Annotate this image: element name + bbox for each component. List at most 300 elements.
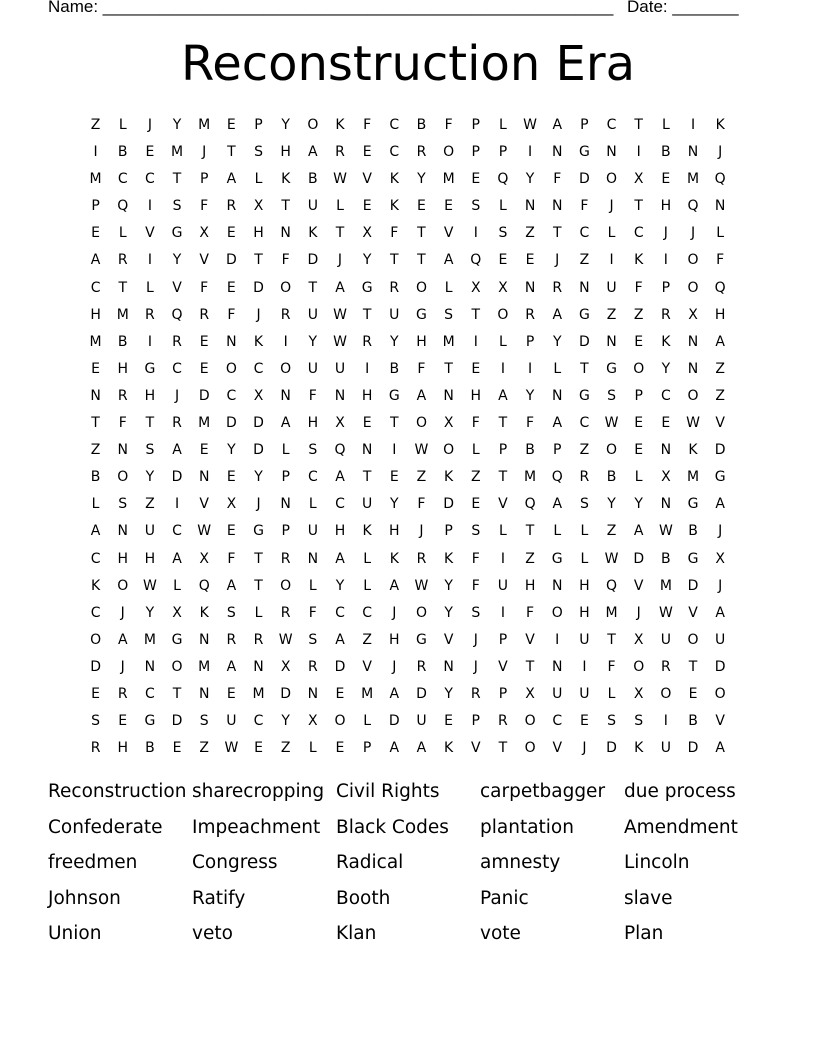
grid-letter[interactable]: F xyxy=(471,577,480,594)
grid-letter[interactable]: E xyxy=(226,523,236,540)
grid-letter[interactable]: L xyxy=(308,577,317,594)
grid-letter[interactable]: L xyxy=(173,577,181,594)
grid-letter[interactable]: J xyxy=(555,252,560,269)
grid-letter[interactable]: W xyxy=(523,117,537,133)
grid-letter[interactable]: R xyxy=(525,306,535,323)
grid-letter[interactable]: V xyxy=(199,252,209,269)
grid-letter[interactable]: N xyxy=(524,198,536,215)
grid-letter[interactable]: V xyxy=(443,631,454,648)
grid-letter[interactable]: K xyxy=(634,740,644,757)
grid-letter[interactable]: U xyxy=(606,279,617,296)
grid-letter[interactable]: B xyxy=(688,523,698,540)
grid-letter[interactable]: T xyxy=(634,198,643,215)
grid-letter[interactable]: G xyxy=(551,550,563,567)
grid-letter[interactable]: P xyxy=(498,685,508,702)
grid-letter[interactable]: B xyxy=(90,469,101,486)
grid-letter[interactable]: Y xyxy=(254,469,263,486)
grid-letter[interactable]: Z xyxy=(715,387,725,404)
grid-letter[interactable]: E xyxy=(661,415,671,432)
grid-letter[interactable]: S xyxy=(308,631,318,648)
grid-letter[interactable]: N xyxy=(307,550,319,567)
grid-letter[interactable]: A xyxy=(335,279,345,296)
grid-letter[interactable]: T xyxy=(335,225,345,242)
grid-letter[interactable]: E xyxy=(471,360,481,377)
grid-letter[interactable]: D xyxy=(714,442,726,459)
grid-letter[interactable]: C xyxy=(253,360,264,377)
grid-letter[interactable]: C xyxy=(90,604,101,621)
grid-letter[interactable]: S xyxy=(634,713,644,730)
grid-letter[interactable]: P xyxy=(498,144,508,161)
grid-letter[interactable]: R xyxy=(416,144,427,161)
grid-letter[interactable]: I xyxy=(555,631,560,648)
grid-letter[interactable]: R xyxy=(470,685,481,702)
grid-letter[interactable]: E xyxy=(362,415,372,432)
grid-letter[interactable]: K xyxy=(199,604,209,621)
grid-letter[interactable]: O xyxy=(714,685,726,702)
grid-letter[interactable]: P xyxy=(580,117,589,133)
grid-letter[interactable]: T xyxy=(498,415,508,432)
grid-letter[interactable]: J xyxy=(609,198,614,215)
grid-letter[interactable]: O xyxy=(415,415,427,432)
grid-letter[interactable]: Y xyxy=(281,117,290,133)
grid-letter[interactable]: P xyxy=(634,387,643,404)
grid-letter[interactable]: M xyxy=(686,171,700,188)
grid-letter[interactable]: P xyxy=(254,117,263,133)
grid-letter[interactable]: S xyxy=(199,713,209,730)
grid-letter[interactable]: W xyxy=(333,306,347,323)
grid-letter[interactable]: H xyxy=(117,360,128,377)
grid-letter[interactable]: E xyxy=(634,415,644,432)
grid-letter[interactable]: D xyxy=(171,469,183,486)
grid-letter[interactable]: P xyxy=(471,144,480,161)
grid-letter[interactable]: X xyxy=(226,496,237,513)
grid-letter[interactable]: D xyxy=(253,279,264,296)
grid-letter[interactable]: R xyxy=(145,306,155,323)
grid-letter[interactable]: Q xyxy=(497,171,509,188)
grid-letter[interactable]: F xyxy=(417,496,426,513)
grid-letter[interactable]: P xyxy=(199,171,209,188)
grid-letter[interactable]: A xyxy=(172,550,182,567)
grid-letter[interactable]: R xyxy=(117,252,128,269)
grid-letter[interactable]: H xyxy=(389,631,400,648)
grid-letter[interactable]: V xyxy=(498,496,508,513)
grid-letter[interactable]: Y xyxy=(390,496,399,513)
grid-letter[interactable]: U xyxy=(362,496,373,513)
grid-letter[interactable]: Z xyxy=(715,360,725,377)
grid-letter[interactable]: Y xyxy=(281,713,290,730)
grid-letter[interactable]: M xyxy=(198,117,211,133)
grid-letter[interactable]: O xyxy=(633,658,645,675)
grid-letter[interactable]: A xyxy=(552,117,563,133)
grid-letter[interactable]: F xyxy=(227,306,236,323)
grid-letter[interactable]: L xyxy=(308,740,317,757)
grid-letter[interactable]: Z xyxy=(145,496,155,513)
grid-letter[interactable]: O xyxy=(497,306,509,323)
grid-letter[interactable]: G xyxy=(416,631,427,648)
grid-letter[interactable]: D xyxy=(633,550,645,567)
grid-letter[interactable]: T xyxy=(498,740,508,757)
grid-letter[interactable]: P xyxy=(525,333,535,350)
grid-letter[interactable]: Z xyxy=(280,740,291,757)
grid-letter[interactable]: M xyxy=(442,333,455,350)
grid-letter[interactable]: J xyxy=(392,604,397,621)
grid-letter[interactable]: W xyxy=(197,523,212,540)
grid-letter[interactable]: E xyxy=(226,279,236,296)
grid-letter[interactable]: G xyxy=(714,469,726,486)
grid-letter[interactable]: L xyxy=(336,198,344,215)
grid-letter[interactable]: W xyxy=(686,415,700,432)
grid-letter[interactable]: E xyxy=(661,171,671,188)
grid-letter[interactable]: E xyxy=(118,713,128,730)
grid-letter[interactable]: E xyxy=(579,713,589,730)
grid-letter[interactable]: X xyxy=(362,225,372,242)
grid-letter[interactable]: O xyxy=(524,713,536,730)
grid-letter[interactable]: K xyxy=(444,469,454,486)
grid-letter[interactable]: H xyxy=(117,740,128,757)
grid-letter[interactable]: E xyxy=(145,144,155,161)
grid-letter[interactable]: H xyxy=(579,604,590,621)
grid-letter[interactable]: O xyxy=(117,469,129,486)
grid-letter[interactable]: V xyxy=(172,279,182,296)
grid-letter[interactable]: I xyxy=(636,144,641,161)
grid-letter[interactable]: R xyxy=(579,469,590,486)
grid-letter[interactable]: N xyxy=(280,387,291,404)
grid-letter[interactable]: T xyxy=(254,252,263,269)
grid-letter[interactable]: Z xyxy=(90,442,101,459)
grid-letter[interactable]: A xyxy=(552,306,563,323)
grid-letter[interactable]: Q xyxy=(551,469,563,486)
grid-letter[interactable]: B xyxy=(661,144,671,161)
grid-letter[interactable]: I xyxy=(500,360,505,377)
grid-letter[interactable]: K xyxy=(362,523,372,540)
grid-letter[interactable]: T xyxy=(552,225,562,242)
grid-letter[interactable]: D xyxy=(714,658,726,675)
grid-letter[interactable]: D xyxy=(687,740,699,757)
grid-letter[interactable]: N xyxy=(687,360,699,377)
grid-letter[interactable]: N xyxy=(198,685,210,702)
grid-letter[interactable]: R xyxy=(172,415,182,432)
grid-letter[interactable]: E xyxy=(199,360,209,377)
grid-letter[interactable]: N xyxy=(687,333,699,350)
grid-letter[interactable]: L xyxy=(254,171,263,188)
grid-letter[interactable]: J xyxy=(392,658,397,675)
grid-letter[interactable]: N xyxy=(334,387,346,404)
grid-letter[interactable]: A xyxy=(226,171,237,188)
grid-letter[interactable]: Z xyxy=(579,252,590,269)
grid-letter[interactable]: K xyxy=(634,252,644,269)
grid-letter[interactable]: K xyxy=(308,225,318,242)
grid-letter[interactable]: J xyxy=(582,740,587,757)
grid-letter[interactable]: E xyxy=(254,740,263,757)
grid-letter[interactable]: T xyxy=(417,225,426,242)
grid-letter[interactable]: A xyxy=(389,685,400,702)
grid-letter[interactable]: F xyxy=(281,252,290,269)
grid-letter[interactable]: V xyxy=(525,631,535,648)
grid-letter[interactable]: U xyxy=(307,306,318,323)
grid-letter[interactable]: E xyxy=(226,469,236,486)
grid-letter[interactable]: H xyxy=(389,523,400,540)
grid-letter[interactable]: L xyxy=(254,604,263,621)
grid-letter[interactable]: Z xyxy=(90,117,101,133)
grid-letter[interactable]: Y xyxy=(444,604,453,621)
grid-letter[interactable]: W xyxy=(414,577,429,594)
grid-letter[interactable]: T xyxy=(172,171,182,188)
grid-letter[interactable]: T xyxy=(254,550,263,567)
grid-letter[interactable]: H xyxy=(117,550,128,567)
grid-letter[interactable]: Z xyxy=(606,523,617,540)
grid-letter[interactable]: S xyxy=(607,387,616,404)
grid-letter[interactable]: E xyxy=(199,442,209,459)
grid-letter[interactable]: Z xyxy=(416,469,427,486)
grid-letter[interactable]: D xyxy=(443,496,454,513)
grid-letter[interactable]: L xyxy=(661,117,670,133)
grid-letter[interactable]: D xyxy=(606,740,617,757)
grid-letter[interactable]: G xyxy=(578,306,590,323)
grid-letter[interactable]: N xyxy=(361,442,373,459)
grid-letter[interactable]: S xyxy=(607,713,616,730)
grid-letter[interactable]: O xyxy=(687,252,699,269)
grid-letter[interactable]: H xyxy=(144,387,156,404)
grid-letter[interactable]: N xyxy=(660,442,672,459)
grid-letter[interactable]: F xyxy=(363,117,372,133)
grid-letter[interactable]: R xyxy=(552,279,563,296)
grid-letter[interactable]: X xyxy=(308,713,318,730)
grid-letter[interactable]: M xyxy=(524,469,537,486)
grid-letter[interactable]: Z xyxy=(525,225,535,242)
grid-letter[interactable]: N xyxy=(551,658,563,675)
grid-letter[interactable]: L xyxy=(499,117,507,133)
grid-letter[interactable]: A xyxy=(308,144,318,161)
grid-letter[interactable]: K xyxy=(389,550,399,567)
grid-letter[interactable]: E xyxy=(389,469,399,486)
grid-letter[interactable]: A xyxy=(416,387,427,404)
grid-letter[interactable]: F xyxy=(200,279,209,296)
grid-letter[interactable]: B xyxy=(308,171,318,188)
grid-letter[interactable]: J xyxy=(120,604,125,621)
grid-letter[interactable]: P xyxy=(362,740,372,757)
grid-letter[interactable]: A xyxy=(335,550,345,567)
grid-letter[interactable]: P xyxy=(471,117,480,133)
grid-letter[interactable]: K xyxy=(389,171,399,188)
grid-letter[interactable]: A xyxy=(416,740,427,757)
grid-letter[interactable]: Y xyxy=(308,333,318,350)
grid-letter[interactable]: J xyxy=(636,604,641,621)
grid-letter[interactable]: X xyxy=(498,279,508,296)
grid-letter[interactable]: G xyxy=(388,387,400,404)
grid-letter[interactable]: R xyxy=(280,550,291,567)
grid-letter[interactable]: X xyxy=(715,550,725,567)
grid-letter[interactable]: O xyxy=(633,360,645,377)
grid-letter[interactable]: J xyxy=(256,306,261,323)
grid-letter[interactable]: O xyxy=(443,144,455,161)
grid-letter[interactable]: T xyxy=(308,279,318,296)
grid-letter[interactable]: A xyxy=(335,469,345,486)
grid-letter[interactable]: Q xyxy=(171,306,183,323)
grid-letter[interactable]: V xyxy=(715,415,725,432)
grid-letter[interactable]: T xyxy=(688,658,698,675)
grid-letter[interactable]: P xyxy=(444,523,453,540)
grid-letter[interactable]: Y xyxy=(145,604,155,621)
grid-letter[interactable]: S xyxy=(254,144,263,161)
grid-letter[interactable]: F xyxy=(526,604,535,621)
grid-letter[interactable]: U xyxy=(144,523,156,540)
grid-letter[interactable]: A xyxy=(498,387,508,404)
grid-letter[interactable]: H xyxy=(361,387,373,404)
grid-letter[interactable]: X xyxy=(253,387,264,404)
grid-letter[interactable]: O xyxy=(524,740,536,757)
grid-letter[interactable]: Y xyxy=(525,387,535,404)
grid-letter[interactable]: D xyxy=(171,713,183,730)
grid-letter[interactable]: F xyxy=(716,252,725,269)
grid-letter[interactable]: X xyxy=(172,604,182,621)
grid-letter[interactable]: Q xyxy=(198,577,210,594)
grid-letter[interactable]: F xyxy=(227,550,236,567)
grid-letter[interactable]: I xyxy=(392,442,397,459)
grid-letter[interactable]: E xyxy=(91,685,100,702)
grid-letter[interactable]: S xyxy=(226,604,236,621)
grid-letter[interactable]: R xyxy=(307,658,318,675)
grid-letter[interactable]: N xyxy=(90,387,101,404)
grid-letter[interactable]: V xyxy=(633,577,644,594)
grid-letter[interactable]: R xyxy=(498,713,508,730)
grid-letter[interactable]: U xyxy=(389,306,400,323)
grid-letter[interactable]: Y xyxy=(661,360,671,377)
grid-letter[interactable]: G xyxy=(687,550,699,567)
grid-letter[interactable]: H xyxy=(144,550,156,567)
grid-letter[interactable]: K xyxy=(444,550,454,567)
grid-letter[interactable]: J xyxy=(718,144,723,161)
grid-letter[interactable]: C xyxy=(172,360,182,377)
grid-letter[interactable]: O xyxy=(280,360,292,377)
grid-letter[interactable]: I xyxy=(147,252,152,269)
grid-letter[interactable]: X xyxy=(335,415,345,432)
grid-letter[interactable]: T xyxy=(145,415,155,432)
grid-letter[interactable]: N xyxy=(443,387,454,404)
grid-letter[interactable]: G xyxy=(361,279,373,296)
grid-letter[interactable]: H xyxy=(90,306,101,323)
grid-letter[interactable]: T xyxy=(525,523,535,540)
grid-letter[interactable]: F xyxy=(417,360,426,377)
grid-letter[interactable]: A xyxy=(715,604,725,621)
grid-letter[interactable]: U xyxy=(579,631,590,648)
grid-letter[interactable]: L xyxy=(363,550,372,567)
grid-letter[interactable]: Y xyxy=(172,252,182,269)
grid-letter[interactable]: B xyxy=(145,740,155,757)
grid-letter[interactable]: T xyxy=(172,685,182,702)
grid-letter[interactable]: E xyxy=(634,333,644,350)
grid-letter[interactable]: U xyxy=(307,360,318,377)
grid-letter[interactable]: E xyxy=(362,144,372,161)
grid-letter[interactable]: C xyxy=(145,171,155,188)
grid-letter[interactable]: W xyxy=(658,604,673,621)
grid-letter[interactable]: Y xyxy=(444,685,453,702)
grid-letter[interactable]: A xyxy=(335,631,345,648)
grid-letter[interactable]: Q xyxy=(117,198,129,215)
grid-letter[interactable]: A xyxy=(280,415,291,432)
grid-letter[interactable]: W xyxy=(604,550,619,567)
grid-letter[interactable]: V xyxy=(443,225,454,242)
grid-letter[interactable]: Z xyxy=(470,469,481,486)
grid-letter[interactable]: D xyxy=(253,442,264,459)
grid-letter[interactable]: L xyxy=(553,360,562,377)
grid-letter[interactable]: G xyxy=(171,631,183,648)
grid-letter[interactable]: I xyxy=(663,252,668,269)
grid-letter[interactable]: N xyxy=(198,631,210,648)
grid-letter[interactable]: X xyxy=(199,550,209,567)
grid-letter[interactable]: A xyxy=(172,442,182,459)
grid-letter[interactable]: T xyxy=(607,631,616,648)
grid-letter[interactable]: I xyxy=(147,198,152,215)
grid-letter[interactable]: R xyxy=(362,333,372,350)
grid-letter[interactable]: N xyxy=(226,333,237,350)
grid-letter[interactable]: M xyxy=(143,631,156,648)
grid-letter[interactable]: R xyxy=(199,306,210,323)
grid-letter[interactable]: P xyxy=(498,631,508,648)
grid-letter[interactable]: X xyxy=(661,469,671,486)
grid-letter[interactable]: L xyxy=(118,225,127,242)
grid-letter[interactable]: Z xyxy=(606,306,617,323)
grid-letter[interactable]: T xyxy=(281,198,290,215)
grid-letter[interactable]: W xyxy=(604,415,619,432)
grid-letter[interactable]: L xyxy=(363,577,372,594)
grid-letter[interactable]: Y xyxy=(362,252,372,269)
grid-letter[interactable]: Z xyxy=(525,550,535,567)
grid-letter[interactable]: H xyxy=(660,198,672,215)
grid-letter[interactable]: T xyxy=(118,279,128,296)
grid-letter[interactable]: M xyxy=(171,144,184,161)
grid-letter[interactable]: F xyxy=(471,550,480,567)
grid-letter[interactable]: S xyxy=(498,225,508,242)
grid-letter[interactable]: P xyxy=(498,442,508,459)
grid-letter[interactable]: B xyxy=(117,144,128,161)
grid-letter[interactable]: E xyxy=(444,198,454,215)
grid-letter[interactable]: K xyxy=(661,333,671,350)
grid-letter[interactable]: R xyxy=(416,550,427,567)
grid-letter[interactable]: X xyxy=(280,658,291,675)
grid-letter[interactable]: T xyxy=(634,117,643,133)
grid-letter[interactable]: T xyxy=(254,577,263,594)
grid-letter[interactable]: N xyxy=(198,469,210,486)
grid-letter[interactable]: E xyxy=(226,117,236,133)
grid-letter[interactable]: F xyxy=(607,658,616,675)
grid-letter[interactable]: D xyxy=(307,252,319,269)
grid-letter[interactable]: R xyxy=(226,631,237,648)
grid-letter[interactable]: A xyxy=(226,658,237,675)
grid-letter[interactable]: F xyxy=(471,415,480,432)
grid-letter[interactable]: U xyxy=(660,631,671,648)
grid-letter[interactable]: X xyxy=(253,198,264,215)
grid-letter[interactable]: S xyxy=(172,198,182,215)
grid-letter[interactable]: N xyxy=(280,496,291,513)
grid-letter[interactable]: U xyxy=(307,523,318,540)
grid-letter[interactable]: G xyxy=(578,144,590,161)
grid-letter[interactable]: E xyxy=(335,685,345,702)
grid-letter[interactable]: X xyxy=(633,631,644,648)
grid-letter[interactable]: E xyxy=(525,252,535,269)
grid-letter[interactable]: N xyxy=(606,144,617,161)
grid-letter[interactable]: T xyxy=(498,469,508,486)
grid-letter[interactable]: Y xyxy=(335,577,345,594)
grid-letter[interactable]: D xyxy=(334,658,346,675)
grid-letter[interactable]: E xyxy=(199,333,209,350)
grid-letter[interactable]: C xyxy=(335,604,345,621)
grid-letter[interactable]: O xyxy=(280,577,292,594)
grid-letter[interactable]: T xyxy=(362,469,372,486)
grid-letter[interactable]: D xyxy=(225,415,237,432)
grid-letter[interactable]: C xyxy=(90,550,101,567)
grid-letter[interactable]: C xyxy=(552,713,563,730)
grid-letter[interactable]: L xyxy=(499,198,507,215)
